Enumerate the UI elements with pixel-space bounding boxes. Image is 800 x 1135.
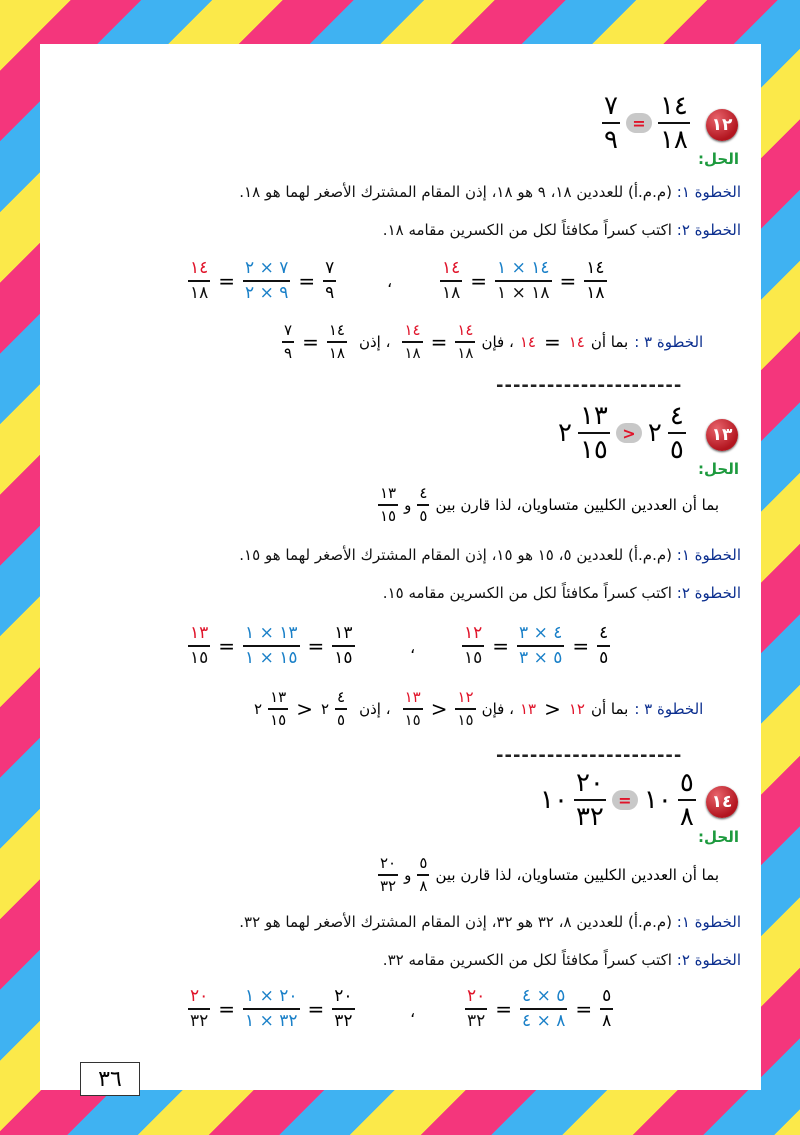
step-1: الخطوة ١: (م.م.أ) للعددين ١٨، ٩ هو ١٨، إذن المقام المشترك الأصغر لهما هو ١٨. <box>239 183 741 201</box>
question-statement: ١٠ $\frac{٢٠}{٣٢}$ = ١٠ $\frac{٥}{٨}$ <box>534 772 702 828</box>
fraction: $\frac{١٣}{١٥}$ <box>334 623 353 668</box>
section-divider: ---------------------- <box>496 375 683 396</box>
equivalent-fraction-equation: $\frac{١٢}{١٥}$ = $\frac{٤ \times ٣}{٥ \times ٣}$ = $\frac{٤}{٥}$ <box>464 623 609 668</box>
step-2: الخطوة ٢: اكتب كسراً مكافئاً لكل من الكسرين مقامه ١٨. <box>382 221 741 239</box>
question-statement <box>596 91 696 155</box>
fraction: $\frac{٧ \times ٢}{٩ \times ٢}$ <box>245 258 289 303</box>
fraction: $\frac{١٣}{١٥}$ <box>579 401 608 465</box>
step-2: الخطوة ٢: اكتب كسراً مكافئاً لكل من الكسرين مقامه ١٥. <box>382 584 741 602</box>
comparison-symbol: = <box>626 113 652 133</box>
fraction: $\frac{١٣}{١٥}$ <box>190 623 209 668</box>
fraction: $\frac{٢٠}{٣٢}$ <box>575 768 604 832</box>
fraction: $\frac{٤}{٥}$ <box>669 401 684 465</box>
fraction: $\frac{١٤}{١٨}$ <box>190 258 209 303</box>
section-divider: ---------------------- <box>496 745 683 766</box>
fraction: $\frac{١٤}{١٨}$ <box>457 321 474 362</box>
fraction: $\frac{٧}{٩}$ <box>284 321 293 362</box>
fraction: $\frac{١٤ \times ١}{١٨ \times ١}$ <box>497 258 550 303</box>
fraction: $\frac{١٣}{١٥}$ <box>380 484 397 525</box>
equivalent-fraction-equation: $\frac{٢٠}{٣٢}$ = $\frac{٥ \times ٤}{٨ \times ٤}$ = $\frac{٥}{٨}$ <box>467 986 612 1031</box>
fraction: $\frac{٥ \times ٤}{٨ \times ٤}$ <box>522 986 566 1031</box>
step-1: الخطوة ١: (م.م.أ) للعددين ٨، ٣٢ هو ٣٢، إذن المقام المشترك الأصغر لهما هو ٣٢. <box>239 913 741 931</box>
equivalent-fraction-equation: $\frac{٢٠}{٣٢}$ = $\frac{٢٠ \times ١}{٣٢ \times ١}$ = $\frac{٢٠}{٣٢}$ <box>190 986 353 1031</box>
fraction: $\frac{٢٠}{٣٢}$ <box>190 986 209 1031</box>
step-1: الخطوة ١: (م.م.أ) للعددين ٥، ١٥ هو ١٥، إذن المقام المشترك الأصغر لهما هو ١٥. <box>239 546 741 564</box>
fraction: $\frac{١٤}{١٨}$ <box>442 258 461 303</box>
fraction: $\frac{١٢}{١٥}$ <box>464 623 483 668</box>
fraction: $\frac{٧}{٩}$ <box>604 91 618 155</box>
fraction: $\frac{٢٠}{٣٢}$ <box>334 986 353 1031</box>
fraction: $\frac{١٤}{١٨}$ <box>328 321 345 362</box>
fraction: $\frac{١٣}{١٥}$ <box>404 688 421 729</box>
fraction: $\frac{٢٠}{٣٢}$ <box>380 854 397 895</box>
fraction: $\frac{١٤}{١٨}$ <box>659 91 688 155</box>
solution-label: الحل: <box>698 460 739 478</box>
fraction: $\frac{١٢}{١٥}$ <box>457 688 474 729</box>
comma: ، <box>387 272 393 291</box>
step-3: ٢ $\frac{١٣}{١٥}$ > ٢ $\frac{٤}{٥}$ ، إذن $\frac{١٣}{١٥}$ > $\frac{١٢}{١٥}$ ، فإن ١٣ > ١٢ بما أن الخطوة ٣ : <box>254 688 704 729</box>
fraction: $\frac{٤}{٥}$ <box>337 688 346 729</box>
fraction: $\frac{٥}{٨}$ <box>419 854 428 895</box>
comma: ، <box>410 638 416 657</box>
equivalent-fraction-equation: $\frac{١٤}{١٨}$ = $\frac{٧ \times ٢}{٩ \times ٢}$ = $\frac{٧}{٩}$ <box>190 258 335 303</box>
comma: ، <box>410 1002 416 1021</box>
solution-label: الحل: <box>698 828 739 846</box>
step-3: $\frac{٧}{٩}$ = $\frac{١٤}{١٨}$ ، إذن $\frac{١٤}{١٨}$ = $\frac{١٤}{١٨}$ ، فإن ١٤ = ١٤ بما أن الخطوة ٣ : <box>284 321 704 362</box>
solution-label: الحل: <box>698 150 739 168</box>
comparison-symbol: > <box>616 423 642 443</box>
fraction: $\frac{٧}{٩}$ <box>325 258 335 303</box>
fraction: $\frac{٥}{٨}$ <box>679 768 694 832</box>
comparison-symbol: = <box>612 790 638 810</box>
fraction: $\frac{٢٠ \times ١}{٣٢ \times ١}$ <box>245 986 298 1031</box>
fraction: $\frac{٤ \times ٣}{٥ \times ٣}$ <box>519 623 563 668</box>
step-2: الخطوة ٢: اكتب كسراً مكافئاً لكل من الكسرين مقامه ٣٢. <box>382 951 741 969</box>
fraction: $\frac{٤}{٥}$ <box>419 484 428 525</box>
equivalent-fraction-equation: $\frac{١٤}{١٨}$ = $\frac{١٤ \times ١}{١٨ \times ١}$ = $\frac{١٤}{١٨}$ <box>442 258 605 303</box>
intro-comparison: $\frac{١٣}{١٥}$ و $\frac{٤}{٥}$ بما أن العددين الكليين متساويان، لذا قارن بين <box>380 484 720 525</box>
page-number: ٣٦ <box>80 1062 140 1096</box>
fraction: $\frac{٤}{٥}$ <box>599 623 609 668</box>
question-statement: ٢ $\frac{١٣}{١٥}$ > ٢ $\frac{٤}{٥}$ <box>552 405 692 461</box>
question-number-badge: ١٢ <box>706 109 738 141</box>
equivalent-fraction-equation: $\frac{١٣}{١٥}$ = $\frac{١٣ \times ١}{١٥ \times ١}$ = $\frac{١٣}{١٥}$ <box>190 623 353 668</box>
fraction: $\frac{١٤}{١٨}$ <box>586 258 605 303</box>
intro-comparison: $\frac{٢٠}{٣٢}$ و $\frac{٥}{٨}$ بما أن العددين الكليين متساويان، لذا قارن بين <box>380 854 720 895</box>
fraction: $\frac{٥}{٨}$ <box>602 986 612 1031</box>
question-number-badge: ١٤ <box>706 786 738 818</box>
question-number-badge: ١٣ <box>706 419 738 451</box>
fraction: $\frac{٢٠}{٣٢}$ <box>467 986 486 1031</box>
fraction: $\frac{١٤}{١٨}$ <box>404 321 421 362</box>
fraction: $\frac{١٣}{١٥}$ <box>270 688 287 729</box>
fraction: $\frac{١٣ \times ١}{١٥ \times ١}$ <box>245 623 298 668</box>
